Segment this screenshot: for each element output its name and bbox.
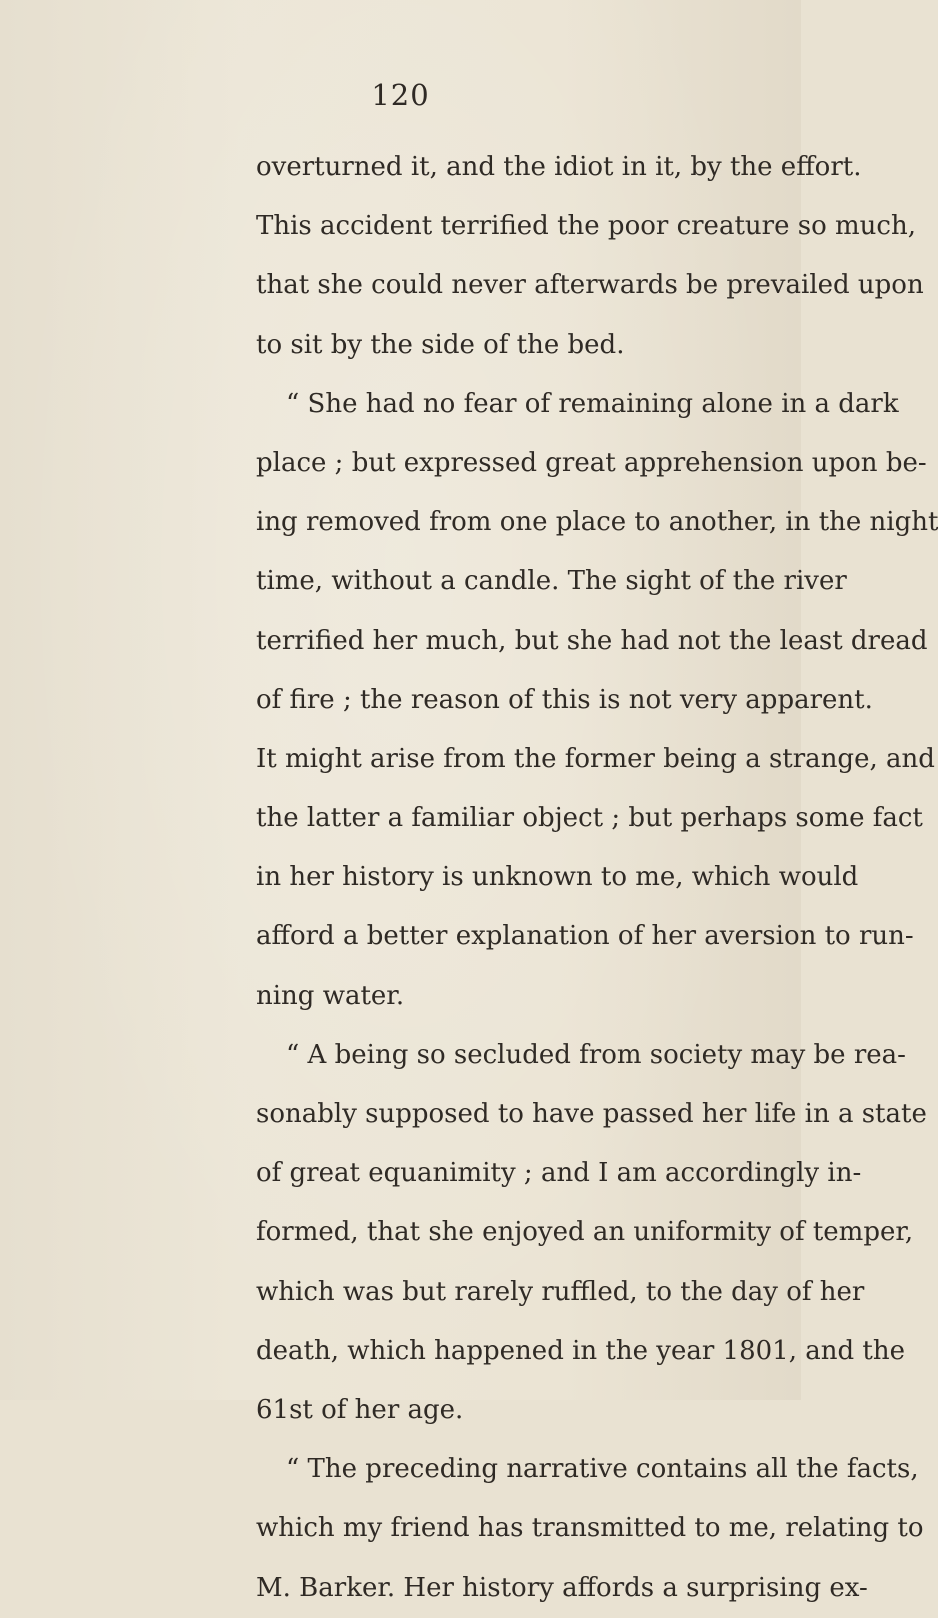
text-line: place ; but expressed great apprehension upon be- <box>256 447 927 478</box>
text-line: “ The preceding narrative contains all the facts, <box>286 1454 919 1485</box>
text-line: that she could never afterwards be prevailed upon <box>256 270 924 301</box>
text-line: This accident terrified the poor creature so much, <box>256 211 916 242</box>
text-line: overturned it, and the idiot in it, by the effort. <box>256 152 862 182</box>
text-line: “ A being so secluded from society may be rea- <box>286 1039 906 1070</box>
text-line: ing removed from one place to another, in the night <box>256 507 938 538</box>
text-line: “ She had no fear of remaining alone in a dark <box>286 388 899 419</box>
text-line: death, which happened in the year 1801, and the <box>256 1335 905 1366</box>
text-line: 61st of her age. <box>256 1394 464 1425</box>
text-line: to sit by the side of the bed. <box>256 329 625 360</box>
text-line: the latter a familiar object ; but perhaps some fact <box>256 803 923 834</box>
text-line: time, without a candle. The sight of the river <box>256 566 847 597</box>
page-number: 120 <box>371 78 430 112</box>
text-line: ning water. <box>256 980 405 1011</box>
text-line: terrified her much, but she had not the least dread <box>256 625 928 656</box>
body-text <box>256 138 938 1618</box>
text-line: M. Barker. Her history affords a surprising ex- <box>256 1572 868 1603</box>
text-line: which was but rarely ruffled, to the day of her <box>256 1276 865 1307</box>
text-line: It might arise from the former being a strange, and <box>256 743 935 774</box>
text-line: of fire ; the reason of this is not very apparent. <box>256 684 873 715</box>
text-line: formed, that she enjoyed an uniformity of temper, <box>256 1217 914 1248</box>
text-line: sonably supposed to have passed her life in a state <box>256 1099 927 1129</box>
text-line: of great equanimity ; and I am accordingly in- <box>256 1158 862 1189</box>
text-line: which my friend has transmitted to me, relating to <box>256 1513 924 1544</box>
text-line: afford a better explanation of her aversion to run- <box>256 921 914 952</box>
text-line: in her history is unknown to me, which would <box>256 862 859 893</box>
